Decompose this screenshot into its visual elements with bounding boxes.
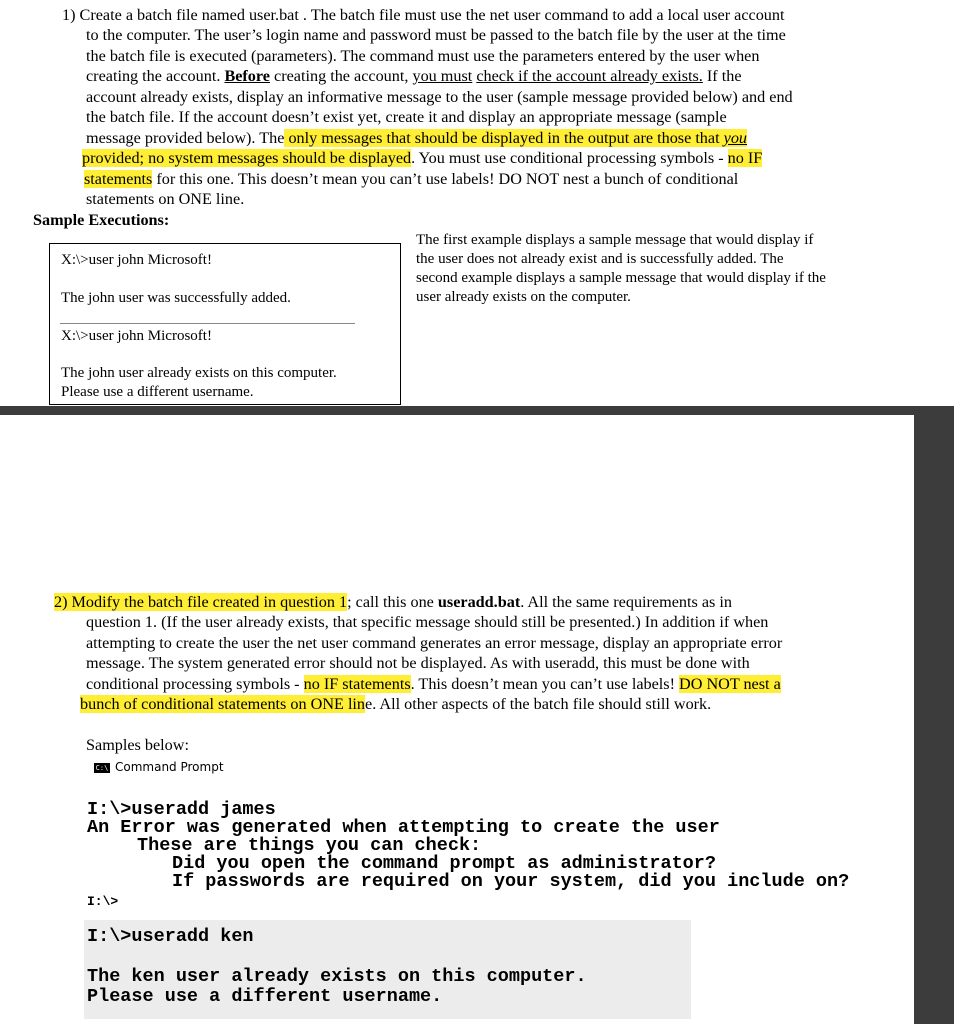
q2-line-3: attempting to create the user the net user command generates an error message, display an appropriate error	[86, 634, 783, 652]
q1-line-10: statements on ONE line.	[86, 190, 245, 208]
q2-highlight-do-not: DO NOT nest a	[679, 675, 781, 693]
sample-description-4: user already exists on the computer.	[416, 289, 631, 305]
q2-filename: useradd.bat	[437, 593, 521, 611]
q2-text: . All the same requirements as in	[520, 593, 732, 611]
sample-line-3: X:\>user john Microsoft!	[61, 328, 212, 344]
sample-line-4: The john user already exists on this computer.	[61, 365, 337, 381]
q1-line-5: account already exists, display an informative message to the user (sample message provided below) and end	[86, 88, 793, 106]
q1-line-6: the batch file. If the account doesn’t exist yet, create it and display an appropriate message (sample	[86, 108, 727, 126]
cmd-line-7: I:\>useradd ken	[87, 926, 254, 947]
q1-line-1: 1) Create a batch file named user.bat . The batch file must use the net user command to add a local user account	[62, 6, 785, 24]
q1-highlight-you: you	[723, 129, 748, 147]
viewer-background	[914, 406, 954, 1024]
sample-line-5: Please use a different username.	[61, 384, 254, 400]
q1-highlight: provided; no system messages should be displayed	[82, 149, 412, 167]
sample-description-1: The first example displays a sample message that would display if	[416, 232, 814, 248]
q1-text: creating the account.	[86, 67, 225, 85]
q2-highlight: bunch of conditional statements on ONE lin	[80, 695, 366, 713]
page-gap	[0, 406, 954, 415]
sample-separator	[60, 323, 355, 324]
q1-you-must-underline: you must	[412, 67, 473, 85]
samples-below-label: Samples below:	[86, 736, 189, 754]
q2-highlight-no-if: no IF statements	[303, 675, 411, 693]
q1-line-7	[86, 128, 747, 148]
q2-text: . This doesn’t mean you can’t use labels!	[410, 675, 680, 693]
q2-text: e. All other aspects of the batch file should still work.	[365, 695, 712, 713]
q1-line-2: to the computer. The user’s login name and password must be passed to the batch file by the user at the time	[86, 26, 786, 44]
q2-line-1	[54, 592, 732, 612]
q1-before-emphasis: Before	[224, 67, 270, 85]
q1-text: creating the account,	[269, 67, 413, 85]
sample-line-1: X:\>user john Microsoft!	[61, 252, 212, 268]
cmd-line-3: These are things you can check:	[137, 835, 482, 856]
q2-text: conditional processing symbols -	[86, 675, 304, 693]
sample-description-2: the user does not already exist and is successfully added. The	[416, 251, 784, 267]
cmd-line-2: An Error was generated when attempting to create the user	[87, 817, 720, 838]
q2-text: ; call this one	[347, 593, 438, 611]
cmd-line-9: Please use a different username.	[87, 986, 443, 1007]
q1-line-8	[82, 148, 762, 168]
q1-highlight-no-if: no IF	[727, 149, 763, 167]
q1-text: . You must use conditional processing symbols -	[411, 149, 728, 167]
command-prompt-title	[94, 760, 224, 774]
q1-highlight-statements: statements	[84, 170, 153, 188]
command-prompt-icon: C:\	[95, 763, 109, 772]
q2-line-6	[80, 694, 711, 714]
command-prompt-title-text: Command Prompt	[115, 760, 224, 774]
sample-line-2: The john user was successfully added.	[61, 290, 291, 306]
q2-line-2: question 1. (If the user already exists, that specific message should still be presented.) In addition if when	[86, 613, 769, 631]
cmd-line-5: If passwords are required on your system, did you include on?	[172, 871, 850, 892]
q1-text: If the	[702, 67, 742, 85]
q1-line-9	[84, 169, 738, 189]
q1-line-4	[86, 66, 742, 86]
q2-highlight: Modify the batch file created in question 1	[67, 593, 348, 611]
sample-description-3: second example displays a sample message that would display if the	[416, 270, 826, 286]
q1-text: for this one. This doesn’t mean you can’t use labels! DO NOT nest a bunch of conditional	[152, 170, 739, 188]
q2-line-4: message. The system generated error should not be displayed. As with useradd, this must be done with	[86, 654, 750, 672]
q1-highlight: only messages that should be displayed in the output are those that	[284, 129, 724, 147]
cmd-line-4: Did you open the command prompt as administrator?	[172, 853, 716, 874]
q1-line-3: the batch file is executed (parameters). The command must use the parameters entered by the user when	[86, 47, 760, 65]
q1-text: message provided below). The	[86, 129, 285, 147]
cmd-line-8: The ken user already exists on this computer.	[87, 966, 587, 987]
q1-check-underline: check if the account already exists.	[476, 67, 703, 85]
cmd-line-1: I:\>useradd james	[87, 799, 276, 820]
sample-executions-heading: Sample Executions:	[33, 211, 170, 229]
cmd-line-6	[87, 893, 118, 901]
document-page-1	[0, 0, 914, 406]
sample-executions-box	[49, 243, 401, 405]
q2-line-5	[86, 674, 781, 694]
q2-number-highlight: 2)	[54, 593, 68, 611]
